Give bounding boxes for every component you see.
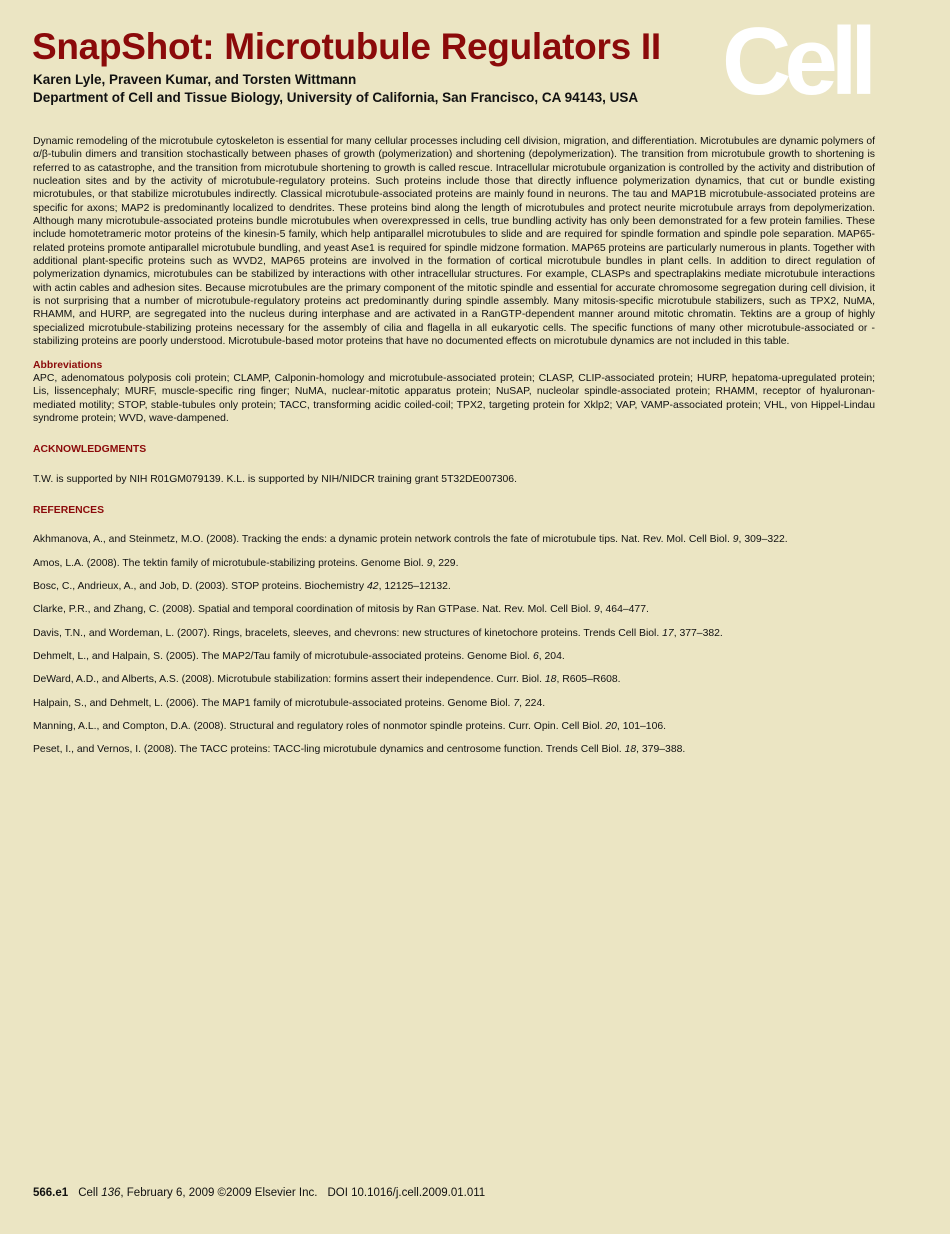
reference-item: Amos, L.A. (2008). The tektin family of microtubule-stabilizing proteins. Genome Biol. 9, 229. xyxy=(33,557,459,569)
reference-list xyxy=(33,533,875,756)
reference-item: Davis, T.N., and Wordeman, L. (2007). Rings, bracelets, sleeves, and chevrons: new structures of kinetochore proteins. Trends Cell Biol. 17, 377–382. xyxy=(33,627,723,639)
intro-paragraph: Dynamic remodeling of the microtubule cytoskeleton is essential for many cellular processes including cell division, migration, and differentiation. Microtubules are dynamic polymers of α/β-tubulin dimers and transition stochastically between phases of growth (polymerization) and shortening (depolymerization). The transition from microtubule growth to shortening is referred to as catastrophe, and the transition from microtubule shortening to growth is called rescue. Intracellular microtubule organization is controlled by the activity and distribution of nucleation sites and by the activity of microtubule-regulatory proteins. Such proteins include those that directly influence polymerization dynamics, that cut or bundle existing microtubules, or that stabilize microtubules indirectly. Classical microtubule-associated proteins are mainly found in neurons. The tau and MAP1B microtubule-associated proteins are specific for axons; MAP2 is predominantly localized to dendrites. These proteins bind along the length of microtubules and protect neurite microtubule arrays from depolymerization. Although many microtubule-associated proteins bundle microtubules when overexpressed in cells, true bundling activity has only been demonstrated for a few protein families. These include homotetrameric motor proteins of the kinesin-5 family, which help antiparallel microtubules to slide and are required for spindle formation and spindle pole separation. MAP65-related proteins promote antiparallel microtubule bundling, and yeast Ase1 is required for spindle midzone formation. MAP65 proteins are particularly numerous in plants. Together with additional plant-specific proteins such as WVD2, MAP65 proteins are involved in the formation of cortical microtubule bundles in plant cells. In addition to direct regulation of polymerization dynamics, microtubules can be stabilized by interactions with other intracellular structures. For example, CLASPs and spectraplakins mediate microtubule interactions with actin cables and adhesion sites. Because microtubules are the primary component of the mitotic spindle and essential for accurate chromosome segregation during cell division, it is not surprising that a number of microtubule-regulatory proteins act predominantly during spindle assembly. Many mitosis-specific microtubule stabilizers, such as TPX2, NuMA, RHAMM, and HURP, are segregated into the nucleus during interphase and are activated in a RanGTP-dependent manner around mitotic chromatin. Tektins are a group of highly specialized microtubule-stabilizing proteins necessary for the assembly of cilia and flagella in all eukaryotic cells. The specific functions of many other microtubule-associated or -stabilizing proteins are poorly understood. Microtubule-based motor proteins that have no documented effects on microtubule dynamics are not included in this table. xyxy=(33,136,875,348)
journal-volume: 136 xyxy=(101,1187,121,1199)
reference-item: Akhmanova, A., and Steinmetz, M.O. (2008). Tracking the ends: a dynamic protein network controls the fate of microtubule tips. Nat. Rev. Mol. Cell Biol. 9, 309–322. xyxy=(33,534,788,546)
abbreviations-text: APC, adenomatous polyposis coli protein; CLAMP, Calponin-homology and microtubule-associated protein; CLASP, CLIP-associated protein; HURP, hepatoma-upregulated protein; Lis, lissencephaly; MURF, muscle-specific ring finger; NuMA, nuclear-mitotic apparatus protein; NuSAP, nucleolar spindle-associated protein; RHAMM, receptor of hyaluronan-mediated motility; STOP, stable-tubules only protein; TACC, transforming acidic coiled-coil; TPX2, targeting protein for Xklp2; VAP, VAMP-associated protein; VHL, von Hippel-Lindau syndrome protein; WVD, wave-dampened. xyxy=(33,372,875,424)
reference-item: Dehmelt, L., and Halpain, S. (2005). The MAP2/Tau family of microtubule-associated proteins. Genome Biol. 6, 204. xyxy=(33,650,565,662)
reference-item: Peset, I., and Vernos, I. (2008). The TACC proteins: TACC-ling microtubule dynamics and centrosome function. Trends Cell Biol. 18, 379–388. xyxy=(33,744,686,756)
references-heading: REFERENCES xyxy=(33,504,105,516)
cell-journal-logo: Cell xyxy=(722,8,871,115)
abbreviations-heading: Abbreviations xyxy=(33,359,103,371)
affiliation: Department of Cell and Tissue Biology, University of California, San Francisco, CA 94143, USA xyxy=(33,90,639,105)
reference-item: Bosc, C., Andrieux, A., and Job, D. (2003). STOP proteins. Biochemistry 42, 12125–12132. xyxy=(33,580,451,592)
page-footer xyxy=(33,1187,485,1199)
acknowledgments-heading: ACKNOWLEDGMENTS xyxy=(33,444,147,456)
journal-name: Cell xyxy=(78,1187,102,1199)
reference-item: Manning, A.L., and Compton, D.A. (2008). Structural and regulatory roles of nonmotor spindle proteins. Curr. Opin. Cell Biol. 20, 101–106. xyxy=(33,721,667,732)
reference-item: DeWard, A.D., and Alberts, A.S. (2008). Microtubule stabilization: formins assert their independence. Curr. Biol. 18, R605–R608. xyxy=(33,674,621,686)
doi: DOI 10.1016/j.cell.2009.01.011 xyxy=(327,1187,486,1199)
acknowledgments-text: T.W. is supported by NIH R01GM079139. K.L. is supported by NIH/NIDCR training grant 5T32DE007306. xyxy=(33,473,517,485)
publication-date: , February 6, 2009 ©2009 Elsevier Inc. xyxy=(120,1187,318,1199)
reference-item: Halpain, S., and Dehmelt, L. (2006). The MAP1 family of microtubule-associated proteins. Genome Biol. 7, 224. xyxy=(33,697,546,709)
page-number: 566.e1 xyxy=(33,1187,69,1199)
reference-item: Clarke, P.R., and Zhang, C. (2008). Spatial and temporal coordination of mitosis by Ran GTPase. Nat. Rev. Mol. Cell Biol. 9, 464–477. xyxy=(33,604,649,616)
article-body xyxy=(33,135,875,767)
author-list: Karen Lyle, Praveen Kumar, and Torsten Wittmann xyxy=(33,72,357,87)
page-title: SnapShot: Microtubule Regulators II xyxy=(32,26,661,67)
